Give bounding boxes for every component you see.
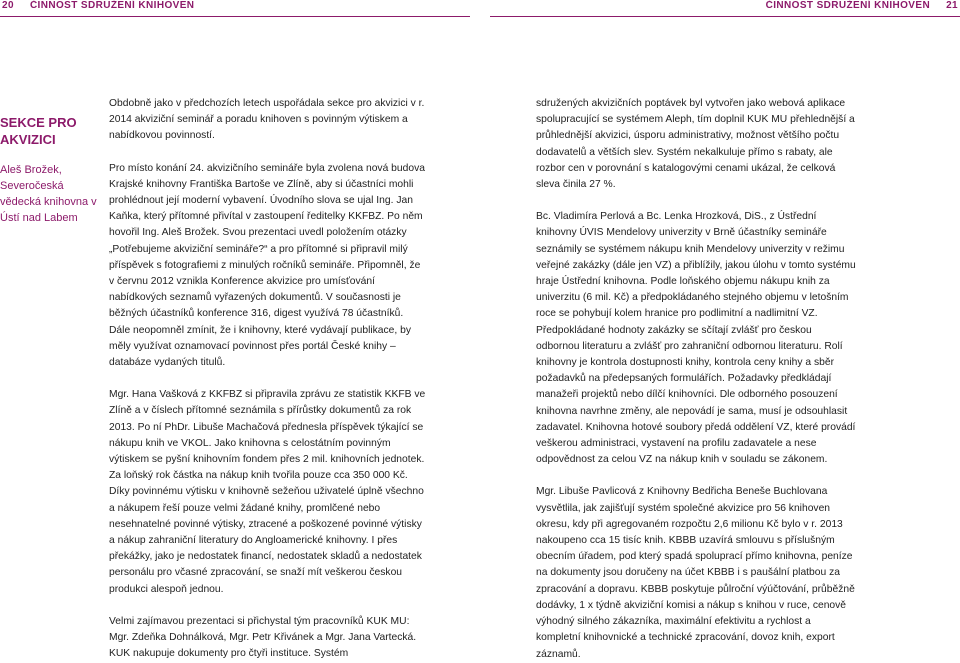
article-column-right <box>536 96 856 663</box>
article-column-left <box>109 96 427 663</box>
paragraph: Velmi zajímavou prezentaci si přichystal tým pracovníků KUK MU: Mgr. Zdeňka Dohnálková, Mgr. Petr Křivánek a Mgr. Jana Vartecká. KUK nakupuje dokumenty pro čtyři instituce. Systém <box>109 615 417 660</box>
left-page-number: 20 <box>2 0 14 11</box>
right-header-rule <box>490 16 960 17</box>
section-sidebar <box>0 114 100 226</box>
left-running-title: ČINNOST SDRUŽENÍ KNIHOVEN <box>29 0 195 11</box>
right-page-number: 21 <box>946 0 958 11</box>
right-page-header <box>766 0 958 11</box>
section-title: SEKCE PRO AKVIZICI <box>0 115 77 147</box>
paragraph: sdružených akvizičních poptávek byl vytvořen jako webová aplikace spolupracující se systémem Aleph, tím doplnil KUK MU přehlednější a průhlednější akvizici, úsporu administrativy, možnost většího počtu dodavatelů a větších slev. Systém nekalkuluje přímo s rabaty, ale rozbor cen v porovnání s katalogovými cenami ukázal, že celková sleva činila 27 %. <box>536 98 855 191</box>
section-author: Aleš Brožek, Severočeská vědecká knihovna v Ústí nad Labem <box>0 164 97 224</box>
left-header-rule <box>0 16 470 17</box>
paragraph: Bc. Vladimíra Perlová a Bc. Lenka Hrozková, DiS., z Ústřední knihovny ÚVIS Mendelovy univerzity v Brně účastníky semináře seznámily se systémem nákupu knih Mendelovy univerzity v režimu veřejné zakázky (dále jen VZ) a přiblížily, jakou úlohu v tomto systému hraje Ústřední knihovna. Podle loňského objemu nákupu knih za univerzitu (6 mil. Kč) a předpokládaného stejného objemu v letošním roce se pohybují kolem hranice pro podlimitní a nadlimitní VZ. Předpokládané hodnoty zakázky se sčítají zvlášť pro českou odbornou literaturu a zvlášť pro zahraniční odbornou literaturu. Rolí knihovny je kontrola dostupnosti knihy, kontrola ceny knihy a sběr požadavků na předepsaných formulářích. Požadavky předkládají manažeři projektů nebo dílčí knihovníci. Dle odborného posouzení knihovna navrhne změny, ale nepovádí je sama, musí je odsouhlasit zadavatel. Knihovna hotové soubory předá oddělení VZ, které provádí veškerou administraci, vystavení na profilu zadavatele a nese odpovědnost za celou VZ na nákup knih v souladu se zákonem. <box>536 211 856 466</box>
right-running-title: ČINNOST SDRUŽENÍ KNIHOVEN <box>765 0 931 11</box>
paragraph: Obdobně jako v předchozích letech uspořádala sekce pro akvizici v r. 2014 akviziční seminář a poradu knihoven s povinným výtiskem a nabídkovou povinností. <box>109 98 425 142</box>
left-page-header <box>2 0 194 11</box>
paragraph: Pro místo konání 24. akvizičního semináře byla zvolena nová budova Krajské knihovny Františka Bartoše ve Zlíně, aby si účastníci mohli prohlédnout její moderní vybavení. Úvodního slova se ujal Ing. Jan Kaňka, který přítomné přivítal v zastoupení ředitelky KKFBZ. Po něm hovořil Ing. Aleš Brožek. Svou prezentaci uvedl položením otázky „Potřebujeme akviziční semináře?“ a pro přítomné si připravil milý příspěvek s fotografiemi z minulých ročníků semináře. Připomněl, že v červnu 2012 vznikla Konference akvizice pro umísťování nabídkových seznamů vyřazených dokumentů. V současnosti je běžných účastníků konference 316, digest využívá 78 účastníků. Dále neopomněl zmínit, že i knihovny, které vydávají publikace, by měly využívat oznamovací povinnost přes portál České knihy – databáze vydaných titulů. <box>109 162 425 369</box>
paragraph: Mgr. Libuše Pavlicová z Knihovny Bedřicha Beneše Buchlovana vysvětlila, jak zajišťují systém společné akvizice pro 56 knihoven okresu, kdy při agregovaném rozpočtu 2,6 milionu Kč bylo v r. 2013 nakoupeno cca 15 tisíc knih. KBBB uzavírá smlouvu s příslušným obecním úřadem, pod který spadá spoluprací přímo knihovna, peníze na dokumenty jsou doručeny na účet KBBB i s paušální platbou za zpracování a dopravu. KBBB poskytuje půlroční výúčtování, průběžně dodávky, 1 x týdně akviziční komisi a nákup s knihou v ruce, cenově výhodný silného zákazníka, maximální efektivitu a rychlost a kompletní knihovnické a technické zpracování, dovoz knih, export záznamů. <box>536 486 855 660</box>
paragraph: Mgr. Hana Vašková z KKFBZ si připravila zprávu ze statistik KKFB ve Zlíně a v číslech přítomné seznámila s přírůstky dokumentů za rok 2013. Po ní PhDr. Libuše Machačová přednesla příspěvek týkající se nákupu knih ve VKOL. Jako knihovna s celostátním povinným výtiskem se pyšní knihovním fondem přes 2 mil. knihovních jednotek. Za loňský rok částka na nákup knih tvořila pouze cca 350 000 Kč. Díky povinnému výtisku v knihovně sežeňou uživatelé úplně všechno a nákupem řeší pouze velmi žádané knihy, promlčené nebo nesehnatelné povinné výtisky, ztracené a poškozené povinné výtisky a nákup zahraniční literatury do Angloamerické knihovny. I přes překážky, jako je nedostatek financí, nedostatek skladů a nedostatek personálu pro včasné zpracování, se snaží mít veškerou českou produkci alespoň jednou. <box>109 389 426 595</box>
